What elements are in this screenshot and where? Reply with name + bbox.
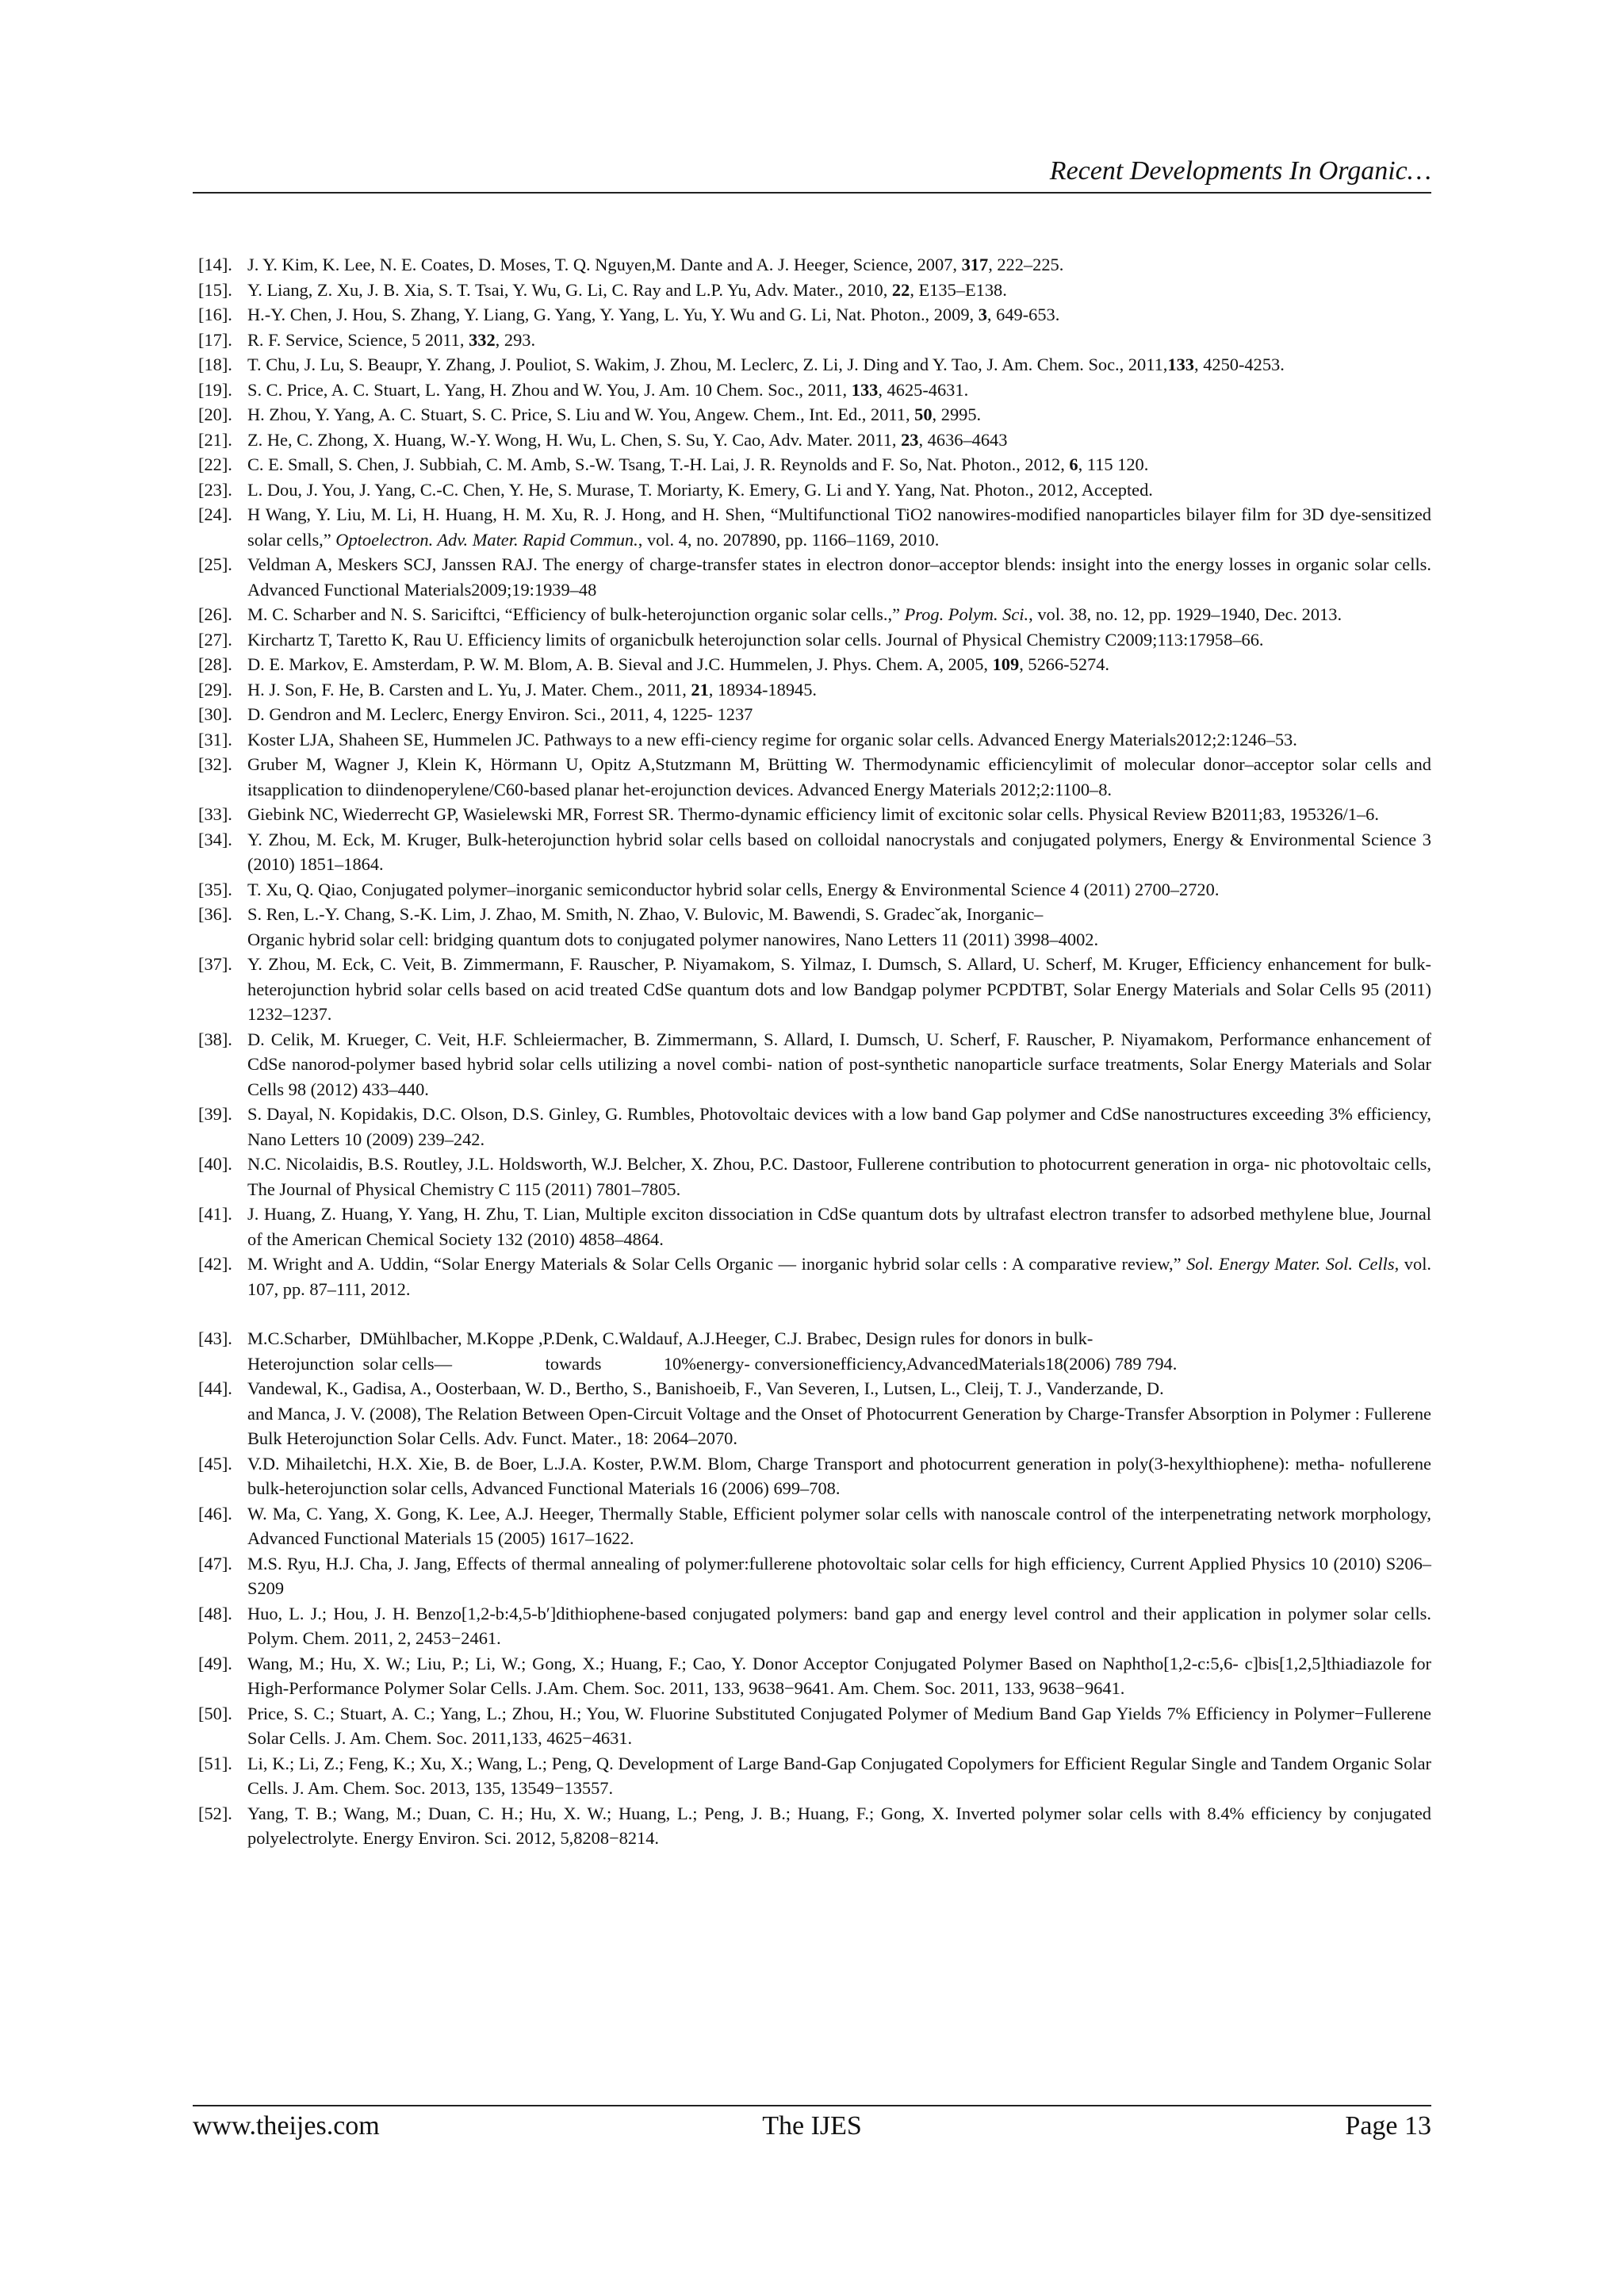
- reference-text: Gruber M, Wagner J, Klein K, Hörmann U, Opitz A,Stutzmann M, Brütting W. Thermodynamic efficiencylimit of molecular donor–acceptor solar cells and itsapplication to diindenoperylene/C60-based planar het-erojunction devices. Advanced Energy Materials 2012;2:1100–8.: [247, 754, 1431, 799]
- reference-number: [46].: [198, 1503, 232, 1524]
- reference-number: [44].: [198, 1378, 232, 1398]
- reference-number: [27].: [198, 629, 232, 650]
- reference-number: [37].: [198, 954, 232, 974]
- reference-item: [198, 1027, 1431, 1102]
- reference-number: [34].: [198, 829, 232, 849]
- reference-text: W. Ma, C. Yang, X. Gong, K. Lee, A.J. Heeger, Thermally Stable, Efficient polymer solar cells with nanoscale control of the interpenetrating network morphology, Advanced Functional Materials 15 (2005) 1617–1622.: [247, 1503, 1431, 1548]
- reference-number: [28].: [198, 654, 232, 674]
- reference-number: [47].: [198, 1553, 232, 1573]
- reference-number: [38].: [198, 1029, 232, 1049]
- reference-item: [198, 328, 1431, 353]
- reference-item: [198, 952, 1431, 1027]
- reference-text: Wang, M.; Hu, X. W.; Liu, P.; Li, W.; Gong, X.; Huang, F.; Cao, Y. Donor Acceptor Conjugated Polymer Based on Naphtho[1,2-c:5,6- c]bis[1,2,5]thiadiazole for High-Performance Polymer Solar Cells. J.Am. Chem. Soc. 2011, 133, 9638−9641. Am. Chem. Soc. 2011, 133, 9638−9641.: [247, 1653, 1431, 1698]
- reference-number: [24].: [198, 504, 232, 524]
- reference-item: [198, 1501, 1431, 1551]
- reference-item: [198, 627, 1431, 653]
- reference-number: [43].: [198, 1328, 232, 1348]
- reference-number: [26].: [198, 604, 232, 624]
- reference-number: [32].: [198, 754, 232, 774]
- reference-item: [198, 552, 1431, 602]
- reference-text: Y. Liang, Z. Xu, J. B. Xia, S. T. Tsai, Y. Wu, G. Li, C. Ray and L.P. Yu, Adv. Mater., 2010, 22, E135–E138.: [247, 279, 1007, 300]
- reference-number: [21].: [198, 429, 232, 450]
- reference-number: [23].: [198, 479, 232, 500]
- reference-number: [51].: [198, 1753, 232, 1773]
- reference-text: D. Gendron and M. Leclerc, Energy Environ. Sci., 2011, 4, 1225- 1237: [247, 704, 753, 724]
- reference-text: H. J. Son, F. He, B. Carsten and L. Yu, J. Mater. Chem., 2011, 21, 18934-18945.: [247, 679, 817, 700]
- reference-text: M. C. Scharber and N. S. Sariciftci, “Efficiency of bulk-heterojunction organic solar cells.,” Prog. Polym. Sci., vol. 38, no. 12, pp. 1929–1940, Dec. 2013.: [247, 604, 1342, 624]
- reference-text: R. F. Service, Science, 5 2011, 332, 293.: [247, 329, 536, 350]
- reference-text: Giebink NC, Wiederrecht GP, Wasielewski MR, Forrest SR. Thermo-dynamic efficiency limit of excitonic solar cells. Physical Review B2011;83, 195326/1–6.: [247, 804, 1379, 824]
- reference-list: [198, 252, 1431, 1851]
- reference-item: [198, 1701, 1431, 1751]
- reference-item: [198, 1376, 1431, 1451]
- reference-item: [198, 602, 1431, 627]
- reference-item: [198, 502, 1431, 552]
- reference-item: [198, 252, 1431, 278]
- reference-number: [40].: [198, 1154, 232, 1174]
- reference-text: V.D. Mihailetchi, H.X. Xie, B. de Boer, L.J.A. Koster, P.W.M. Blom, Charge Transport and photocurrent generation in poly(3-hexylthiophene): metha- nofullerene bulk-heterojunction solar cells, Advanced Functional Materials 16 (2006) 699–708.: [247, 1453, 1431, 1498]
- reference-text: T. Xu, Q. Qiao, Conjugated polymer–inorganic semiconductor hybrid solar cells, Energy & Environmental Science 4 (2011) 2700–2720.: [247, 879, 1220, 899]
- reference-text: Y. Zhou, M. Eck, C. Veit, B. Zimmermann, F. Rauscher, P. Niyamakom, S. Yilmaz, I. Dumsch, S. Allard, U. Scherf, M. Kruger, Efficiency enhancement for bulk-heterojunction hybrid solar cells based on acid treated CdSe quantum dots and low Bandgap polymer PCPDTBT, Solar Energy Materials and Solar Cells 95 (2011) 1232–1237.: [247, 954, 1431, 1024]
- reference-number: [18].: [198, 355, 232, 374]
- reference-number: [36].: [198, 904, 232, 924]
- footer-website[interactable]: www.theijes.com: [193, 2111, 380, 2141]
- reference-text: Vandewal, K., Gadisa, A., Oosterbaan, W. D., Bertho, S., Banishoeib, F., Van Severen, I., Lutsen, L., Cleij, T. J., Vanderzande, D. and Manca, J. V. (2008), The Relation Between Open-Circuit Voltage and the Onset of Photocurrent Generation by Charge-Transfer Absorption in Polymer : Fullerene Bulk Heterojunction Solar Cells. Adv. Funct. Mater., 18: 2064–2070.: [247, 1378, 1431, 1448]
- reference-number: [19].: [198, 379, 232, 400]
- reference-number: [50].: [198, 1703, 232, 1723]
- reference-item: [198, 1251, 1431, 1301]
- reference-text: M. Wright and A. Uddin, “Solar Energy Materials & Solar Cells Organic — inorganic hybrid solar cells : A comparative review,” Sol. Energy Mater. Sol. Cells, vol. 107, pp. 87–111, 2012.: [247, 1254, 1432, 1299]
- footer-journal: The IJES: [762, 2111, 862, 2141]
- reference-number: [17].: [198, 329, 232, 350]
- reference-text: Z. He, C. Zhong, X. Huang, W.-Y. Wong, H. Wu, L. Chen, S. Su, Y. Cao, Adv. Mater. 2011, 23, 4636–4643: [247, 429, 1008, 450]
- reference-item: [198, 427, 1431, 453]
- reference-item: [198, 827, 1431, 877]
- reference-text: Huo, L. J.; Hou, J. H. Benzo[1,2-b:4,5-b′]dithiophene-based conjugated polymers: band gap and energy level control and their application in polymer solar cells. Polym. Chem. 2011, 2, 2453−2461.: [247, 1603, 1431, 1648]
- reference-number: [39].: [198, 1104, 232, 1124]
- reference-item: [198, 1601, 1431, 1651]
- reference-text: C. E. Small, S. Chen, J. Subbiah, C. M. Amb, S.-W. Tsang, T.-H. Lai, J. R. Reynolds and F. So, Nat. Photon., 2012, 6, 115 120.: [247, 454, 1149, 474]
- reference-number: [35].: [198, 879, 232, 899]
- reference-text: M.C.Scharber, DMühlbacher, M.Koppe ,P.Denk, C.Waldauf, A.J.Heeger, C.J. Brabec, Design rules for donors in bulk- Heterojunction solar cells— towards 10%energy- conversionefficiency,AdvancedMaterials18(2006) 789 794.: [247, 1328, 1178, 1374]
- reference-number: [42].: [198, 1254, 232, 1274]
- reference-item: [198, 477, 1431, 503]
- reference-text: Kirchartz T, Taretto K, Rau U. Efficiency limits of organicbulk heterojunction solar cells. Journal of Physical Chemistry C2009;113:17958–66.: [247, 629, 1264, 650]
- reference-item: [198, 402, 1431, 427]
- reference-item: [198, 1202, 1431, 1251]
- reference-text: Li, K.; Li, Z.; Feng, K.; Xu, X.; Wang, L.; Peng, Q. Development of Large Band-Gap Conjugated Copolymers for Efficient Regular Single and Tandem Organic Solar Cells. J. Am. Chem. Soc. 2013, 135, 13549−13557.: [247, 1753, 1431, 1798]
- reference-number: [33].: [198, 804, 232, 824]
- reference-text: T. Chu, J. Lu, S. Beaupr, Y. Zhang, J. Pouliot, S. Wakim, J. Zhou, M. Leclerc, Z. Li, J. Ding and Y. Tao, J. Am. Chem. Soc., 2011,133, 4250-4253.: [247, 355, 1285, 374]
- reference-item: [198, 652, 1431, 677]
- reference-text: D. E. Markov, E. Amsterdam, P. W. M. Blom, A. B. Sieval and J.C. Hummelen, J. Phys. Chem. A, 2005, 109, 5266-5274.: [247, 654, 1109, 674]
- reference-item: [198, 1651, 1431, 1701]
- reference-item: [198, 1451, 1431, 1501]
- reference-text: J. Y. Kim, K. Lee, N. E. Coates, D. Moses, T. Q. Nguyen,M. Dante and A. J. Heeger, Science, 2007, 317, 222–225.: [247, 255, 1064, 274]
- footer-page-number: Page 13: [1345, 2111, 1431, 2141]
- reference-text: S. C. Price, A. C. Stuart, L. Yang, H. Zhou and W. You, J. Am. 10 Chem. Soc., 2011, 133, 4625-4631.: [247, 379, 969, 400]
- reference-number: [29].: [198, 679, 232, 700]
- footer-rule: [193, 2105, 1431, 2106]
- reference-number: [41].: [198, 1204, 232, 1224]
- reference-item: [198, 1152, 1431, 1202]
- reference-item: [198, 877, 1431, 903]
- reference-text: H.-Y. Chen, J. Hou, S. Zhang, Y. Liang, G. Yang, Y. Yang, L. Yu, Y. Wu and G. Li, Nat. Photon., 2009, 3, 649-653.: [247, 305, 1060, 324]
- reference-text: L. Dou, J. You, J. Yang, C.-C. Chen, Y. He, S. Murase, T. Moriarty, K. Emery, G. Li and Y. Yang, Nat. Photon., 2012, Accepted.: [247, 479, 1153, 500]
- reference-number: [49].: [198, 1653, 232, 1673]
- reference-item: [198, 677, 1431, 703]
- reference-item: [198, 752, 1431, 802]
- reference-item: [198, 1326, 1431, 1376]
- reference-text: D. Celik, M. Krueger, C. Veit, H.F. Schleiermacher, B. Zimmermann, S. Allard, I. Dumsch, U. Scherf, F. Rauscher, P. Niyamakom, Performance enhancement of CdSe nanorod-polymer based hybrid solar cells utilizing a novel combi- nation of post-synthetic nanoparticle surface treatments, Solar Energy Materials and Solar Cells 98 (2012) 433–440.: [247, 1029, 1431, 1099]
- reference-item: [198, 802, 1431, 827]
- reference-text: H. Zhou, Y. Yang, A. C. Stuart, S. C. Price, S. Liu and W. You, Angew. Chem., Int. Ed., 2011, 50, 2995.: [247, 404, 982, 424]
- reference-item: [198, 1102, 1431, 1152]
- reference-number: [25].: [198, 554, 232, 574]
- reference-text: M.S. Ryu, H.J. Cha, J. Jang, Effects of thermal annealing of polymer:fullerene photovoltaic solar cells for high efficiency, Current Applied Physics 10 (2010) S206– S209: [247, 1553, 1431, 1598]
- reference-text: J. Huang, Z. Huang, Y. Yang, H. Zhu, T. Lian, Multiple exciton dissociation in CdSe quantum dots by ultrafast electron transfer to adsorbed methylene blue, Journal of the American Chemical Society 132 (2010) 4858–4864.: [247, 1204, 1431, 1249]
- reference-item: [198, 727, 1431, 753]
- reference-item: [198, 378, 1431, 403]
- reference-text: Price, S. C.; Stuart, A. C.; Yang, L.; Zhou, H.; You, W. Fluorine Substituted Conjugated Polymer of Medium Band Gap Yields 7% Efficiency in Polymer−Fullerene Solar Cells. J. Am. Chem. Soc. 2011,133, 4625−4631.: [247, 1703, 1431, 1748]
- reference-item: [198, 302, 1431, 328]
- reference-number: [48].: [198, 1603, 232, 1623]
- reference-item: [198, 1751, 1431, 1801]
- reference-text: Koster LJA, Shaheen SE, Hummelen JC. Pathways to a new effi-ciency regime for organic solar cells. Advanced Energy Materials2012;2:1246–53.: [247, 729, 1297, 749]
- reference-item: [198, 278, 1431, 303]
- reference-text: N.C. Nicolaidis, B.S. Routley, J.L. Holdsworth, W.J. Belcher, X. Zhou, P.C. Dastoor, Fullerene contribution to photocurrent generation in orga- nic photovoltaic cells, The Journal of Physical Chemistry C 115 (2011) 7801–7805.: [247, 1154, 1431, 1199]
- running-title: Recent Developments In Organic…: [1049, 156, 1431, 186]
- reference-item: [198, 1801, 1431, 1851]
- reference-number: [15].: [198, 279, 232, 300]
- reference-text: H Wang, Y. Liu, M. Li, H. Huang, H. M. Xu, R. J. Hong, and H. Shen, “Multifunctional TiO2 nanowires-modified nanoparticles bilayer film for 3D dye-sensitized solar cells,” Optoelectron. Adv. Mater. Rapid Commun., vol. 4, no. 207890, pp. 1166–1169, 2010.: [247, 504, 1431, 550]
- page-footer: [193, 2109, 1431, 2144]
- reference-number: [31].: [198, 729, 232, 749]
- reference-item: [198, 702, 1431, 727]
- header-rule: [193, 192, 1431, 194]
- reference-text: Yang, T. B.; Wang, M.; Duan, C. H.; Hu, X. W.; Huang, L.; Peng, J. B.; Huang, F.; Gong, X. Inverted polymer solar cells with 8.4% efficiency by conjugated polyelectrolyte. Energy Environ. Sci. 2012, 5,8208−8214.: [247, 1803, 1431, 1848]
- reference-text: Y. Zhou, M. Eck, M. Kruger, Bulk-heterojunction hybrid solar cells based on colloidal nanocrystals and conjugated polymers, Energy & Environmental Science 3 (2010) 1851–1864.: [247, 829, 1431, 874]
- reference-number: [30].: [198, 704, 232, 724]
- reference-item: [198, 1551, 1431, 1601]
- reference-item: [198, 352, 1431, 378]
- reference-number: [45].: [198, 1453, 232, 1474]
- reference-text: Veldman A, Meskers SCJ, Janssen RAJ. The energy of charge-transfer states in electron donor–acceptor blends: insight into the energy losses in organic solar cells. Advanced Functional Materials2009;19:1939–48: [247, 554, 1431, 600]
- reference-number: [22].: [198, 454, 232, 474]
- reference-number: [14].: [198, 255, 232, 274]
- reference-number: [20].: [198, 404, 232, 424]
- reference-item: [198, 902, 1431, 952]
- reference-text: S. Ren, L.-Y. Chang, S.-K. Lim, J. Zhao, M. Smith, N. Zhao, V. Bulovic, M. Bawendi, S. Gradecˇak, Inorganic– Organic hybrid solar cell: bridging quantum dots to conjugated polymer nanowires, Nano Letters 11 (2011) 3998–4002.: [247, 904, 1099, 949]
- reference-number: [16].: [198, 305, 232, 324]
- reference-item: [198, 452, 1431, 477]
- reference-text: S. Dayal, N. Kopidakis, D.C. Olson, D.S. Ginley, G. Rumbles, Photovoltaic devices with a low band Gap polymer and CdSe nanostructures exceeding 3% efficiency, Nano Letters 10 (2009) 239–242.: [247, 1104, 1431, 1149]
- reference-number: [52].: [198, 1803, 232, 1823]
